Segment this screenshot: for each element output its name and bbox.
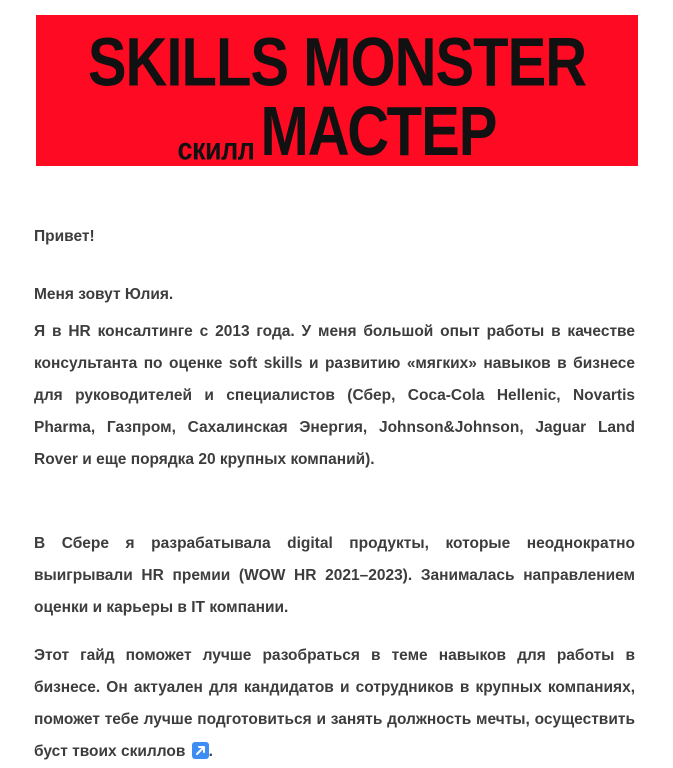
paragraph-sber: В Сбере я разрабатывала digital продукты, которые неоднократно выигрывали HR премии (WOW HR 2021–2023). Занималась направлением оценки и карьеры в IT компании. <box>34 535 635 616</box>
paragraph-guide <box>34 640 635 768</box>
banner-subtitle-big: МАСТЕР <box>260 92 497 171</box>
name-line: Меня зовут Юлия. <box>34 286 174 303</box>
paragraph-experience: Я в HR консалтинге с 2013 года. У меня большой опыт работы в качестве консультанта по оценке soft skills и развитию «мягких» навыков в бизнесе для руководителей и специалистов (Сбер, Coca-Cola Hellenic, Novartis Pharma, Газпром, Сахалинская Энергия, Johnson&Johnson, Jaguar Land Rover и еще порядка 20 крупных компаний). <box>34 323 635 468</box>
up-right-arrow-icon <box>192 742 209 759</box>
banner-title: SKILLS MONSTER <box>87 24 587 101</box>
header-banner <box>36 15 638 171</box>
greeting: Привет! <box>34 228 95 245</box>
banner-subtitle-small: скилл <box>177 131 255 167</box>
paragraph-guide-end: . <box>208 743 213 760</box>
paragraph-guide-text: Этот гайд поможет лучше разобраться в теме навыков для работы в бизнесе. Он актуален для кандидатов и сотрудников в крупных компаниях, поможет тебе лучше подготовиться и занять должность мечты, осуществить буст твоих скиллов <box>34 647 635 760</box>
banner-subtitle <box>36 92 638 172</box>
